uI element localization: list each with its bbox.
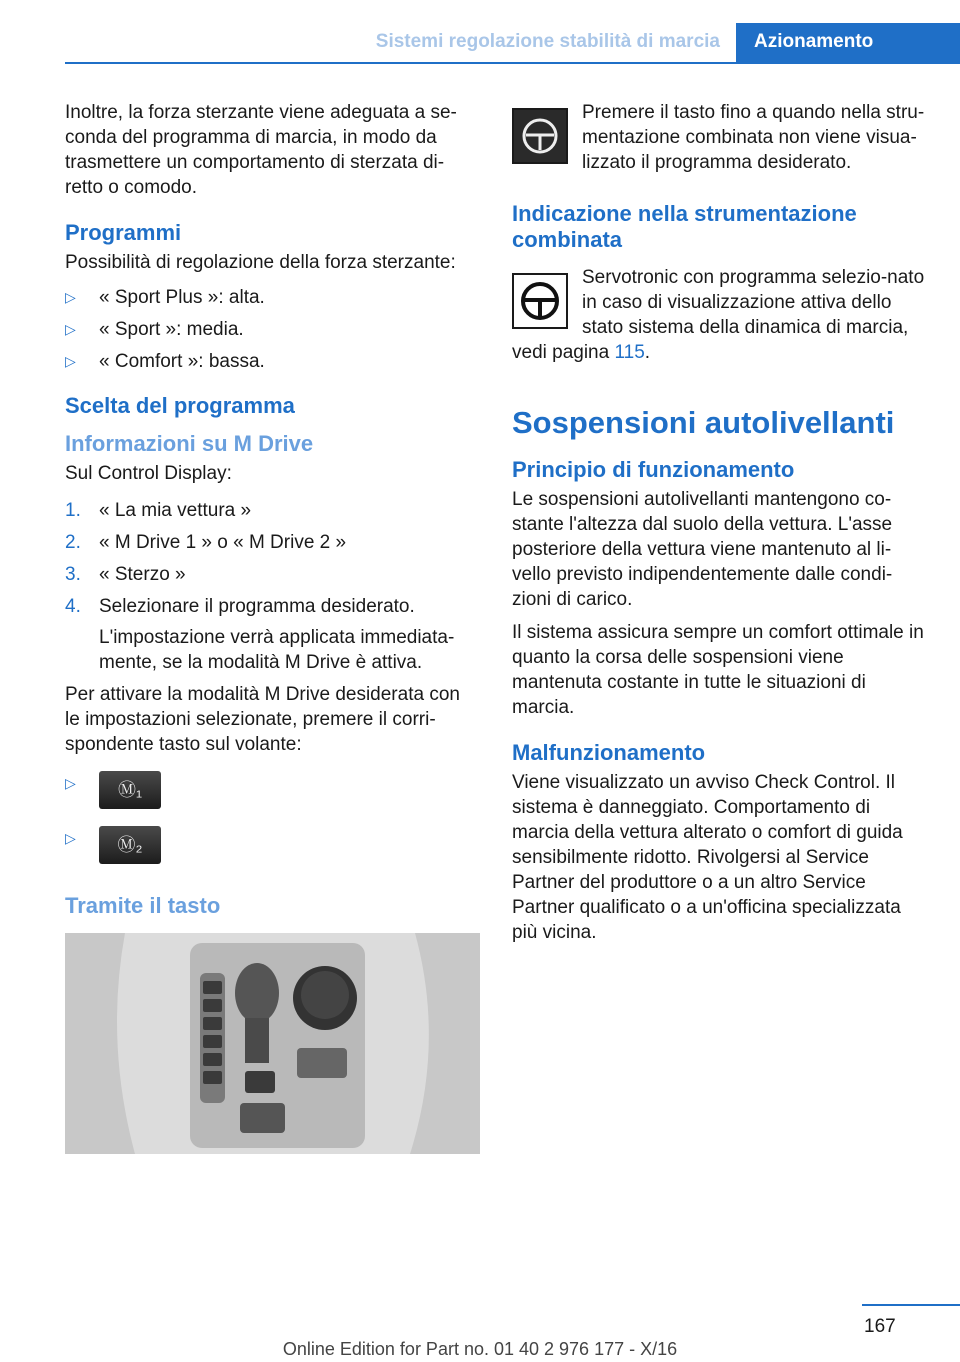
triangle-bullet-icon: ▷ <box>65 775 76 791</box>
mdrive-text: Per attivare la modalità M Drive desiderata con le impostazioni selezionate, premere il corri-spondente tasto sul volante: <box>65 684 460 755</box>
page-number: 167 <box>864 1316 896 1337</box>
list-item: ▷ « Comfort »: bassa. <box>65 351 265 372</box>
chapter-tab: Azionamento <box>736 23 960 62</box>
info-text: Sul Control Display: <box>65 463 232 484</box>
page-link[interactable]: 115 <box>614 342 645 363</box>
principio-paragraph-2: Il sistema assicura sempre un comfort ottimale in quanto la corsa delle sospensioni viene mantenuta costante in tutte le situazioni di marcia. <box>512 622 924 718</box>
indicazione-heading: Indicazione nella strumentazione combinata <box>512 201 857 252</box>
sospensioni-heading: Sospensioni autolivellanti <box>512 405 895 440</box>
list-item: 3. « Sterzo » <box>65 564 186 585</box>
right-column <box>512 100 927 953</box>
principio-heading: Principio di funzionamento <box>512 457 795 482</box>
mdrive1-row <box>65 771 480 826</box>
edition-footer: Online Edition for Part no. 01 40 2 976 177 - X/16 <box>282 1339 678 1359</box>
press-text: Premere il tasto fino a quando nella stru-mentazione combinata non viene visua-lizzato il programma desiderato. <box>582 102 925 173</box>
page-header <box>0 23 960 63</box>
step4-note: L'impostazione verrà applicata immediata-mente, se la modalità M Drive è attiva. <box>99 627 455 673</box>
list-item: ▷ « Sport »: media. <box>65 319 244 340</box>
tasto-heading: Tramite il tasto <box>65 893 221 918</box>
list-item: 2. « M Drive 1 » o « M Drive 2 » <box>65 532 347 553</box>
info-heading: Informazioni su M Drive <box>65 431 314 456</box>
triangle-bullet-icon: ▷ <box>65 353 76 369</box>
mdrive2-row <box>65 826 480 881</box>
principio-paragraph-1: Le sospensioni autolivellanti mantengono co-stante l'altezza dal suolo della vettura. L'asse posteriore della vettura viene mantenuto al li-vello previsto indipendentemente dalle condi-zioni di carico. <box>512 489 893 610</box>
list-item: 1. « La mia vettura » <box>65 500 252 521</box>
left-column <box>65 100 480 1154</box>
steering-wheel-button-icon <box>512 108 568 164</box>
steering-wheel-indicator-icon <box>512 273 568 329</box>
programmi-list <box>65 285 480 381</box>
header-rule <box>65 62 960 64</box>
console-illustration <box>65 933 480 1154</box>
footer-rule <box>862 1304 960 1306</box>
programmi-heading: Programmi <box>65 220 182 245</box>
triangle-bullet-icon: ▷ <box>65 289 76 305</box>
m-drive-2-button-icon: Ⓜ₂ <box>99 826 161 864</box>
servo-text: Servotronic con programma selezio-nato in caso di visualizzazione attiva dello stato sistema della dinamica di marcia, vedi pagina 115. <box>512 267 925 363</box>
section-breadcrumb: Sistemi regolazione stabilità di marcia <box>375 31 720 52</box>
list-item: ▷ « Sport Plus »: alta. <box>65 287 265 308</box>
triangle-bullet-icon: ▷ <box>65 321 76 337</box>
intro-paragraph: Inoltre, la forza sterzante viene adeguata a se-conda del programma di marcia, in modo da trasmettere un comportamento di sterzata di-retto o comodo. <box>65 102 457 198</box>
center-console-image <box>65 933 480 1154</box>
programmi-text: Possibilità di regolazione della forza sterzante: <box>65 252 456 273</box>
list-item: 4. Selezionare il programma desiderato. L'impostazione verrà applicata immediata-mente, se la modalità M Drive è attiva. <box>65 594 480 675</box>
triangle-bullet-icon: ▷ <box>65 830 76 846</box>
steps-list <box>65 498 480 675</box>
malfunzionamento-heading: Malfunzionamento <box>512 740 706 765</box>
malfunzionamento-paragraph: Viene visualizzato un avviso Check Control. Il sistema è danneggiato. Comportamento di marcia della vettura alterato o comfort di guida sensibilmente ridotto. Rivolgersi al Service Partner del produttore o a un altro Service Partner qualificato o a un'officina specializzata più vicina. <box>512 772 903 943</box>
scelta-heading: Scelta del programma <box>65 393 295 418</box>
m-drive-1-button-icon: Ⓜ₁ <box>99 771 161 809</box>
